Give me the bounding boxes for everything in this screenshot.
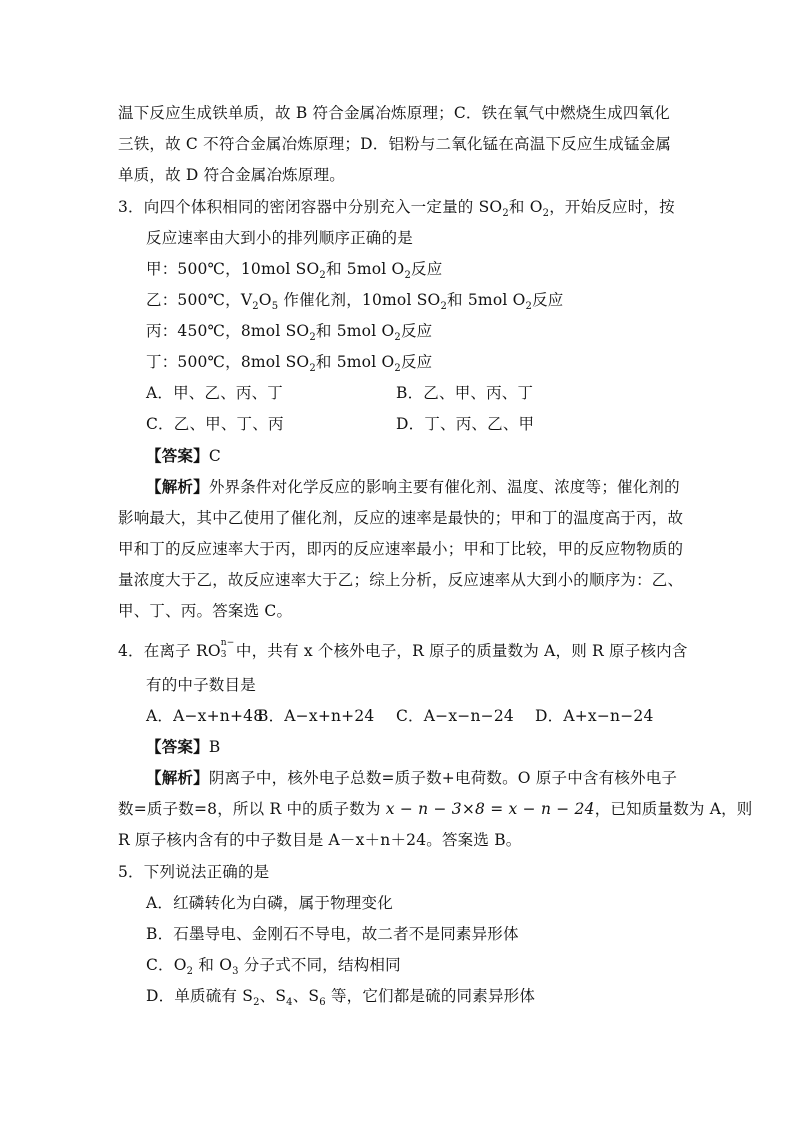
sub: 2 (309, 363, 316, 375)
sub: 4 (286, 997, 293, 1009)
q5-option-c[interactable] (146, 955, 401, 978)
q3-condition-jia (146, 259, 443, 282)
text: 丙：450℃，8mol SO (146, 322, 310, 340)
q3-analysis-line-5: 甲、丁、丙。答案选 C。 (118, 602, 293, 620)
q4-option-d[interactable]: D．A+x−n−24 (535, 707, 654, 725)
sub: 2 (525, 301, 533, 313)
sub: 2 (319, 270, 326, 282)
math-expression: x − n − 3×8 = x − n − 24 (385, 800, 595, 818)
q5-number: 5． (118, 863, 144, 881)
q3-analysis-line-4: 量浓度大于乙，故反应速率大于乙；综上分析，反应速率从大到小的顺序为：乙、 (118, 571, 684, 589)
text: 阴离子中，核外电子总数=质子数+电荷数。O 原子中含有核外电子 (208, 769, 678, 787)
answer-tag: 【答案】 (146, 738, 209, 756)
text: 分子式不同，结构相同 (238, 956, 401, 974)
text: 中，共有 x 个核外电子，R 原子的质量数为 A，则 R 原子核内含 (230, 642, 688, 660)
q3-number: 3． (118, 198, 144, 216)
q3-condition-ding (146, 352, 433, 375)
answer-value: C (208, 447, 221, 465)
text: 和 5mol O (315, 322, 395, 340)
q4-analysis-line-1 (146, 768, 677, 788)
text: 反应 (411, 260, 443, 278)
sub: 5 (271, 301, 279, 313)
text: 等，它们都是硫的同素异形体 (325, 987, 536, 1005)
q3-option-b[interactable]: B．乙、甲、丙、丁 (396, 384, 534, 402)
intro-line-1: 温下反应生成铁单质，故 B 符合金属冶炼原理；C．铁在氧气中燃烧生成四氧化 (118, 104, 671, 122)
text: 外界条件对化学反应的影响主要有催化剂、温度、浓度等；催化剂的 (208, 478, 680, 496)
text: 乙：500℃，V (146, 291, 253, 309)
text: D．单质硫有 S (146, 987, 254, 1005)
q3-stem-text-a: 向四个体积相同的密闭容器中分别充入一定量的 SO (143, 198, 503, 216)
text: 丁：500℃，8mol SO (146, 353, 310, 371)
answer-value: B (208, 738, 221, 756)
text: 作催化剂，10mol SO (278, 291, 441, 309)
q3-option-c[interactable]: C．乙、甲、丁、丙 (146, 415, 284, 433)
text: 和 O (193, 956, 233, 974)
q3-answer (146, 446, 221, 466)
q4-analysis-line-3: R 原子核内含有的中子数目是 A－x＋n＋24。答案选 B。 (118, 831, 522, 849)
text: 反应 (400, 322, 433, 340)
q4-stem-line-1 (118, 638, 688, 661)
sub: 2 (394, 332, 401, 344)
q4-option-c[interactable]: C．A−x−n−24 (396, 707, 514, 725)
q3-stem-line-2: 反应速率由大到小的排列顺序正确的是 (146, 229, 413, 247)
sub: 3 (232, 966, 239, 978)
sub: 2 (404, 270, 412, 282)
text: 、S (259, 987, 287, 1005)
q5-stem (118, 862, 269, 882)
text: C．O (146, 956, 187, 974)
sub: 2 (186, 966, 194, 978)
q3-condition-bing (146, 321, 433, 344)
q3-analysis-line-2: 影响最大，其中乙使用了催化剂，反应的速率是最快的；甲和丁的温度高于丙，故 (118, 509, 684, 527)
analysis-tag: 【解析】 (146, 769, 209, 787)
answer-tag: 【答案】 (146, 447, 209, 465)
text: 和 5mol O (325, 260, 405, 278)
q3-analysis-line-1 (146, 477, 680, 497)
q4-option-b[interactable]: B．A−x+n+24 (257, 707, 375, 725)
text: 和 5mol O (447, 291, 526, 309)
text: ，已知质量数为 A，则 (594, 800, 753, 818)
q4-stem-line-2: 有的中子数目是 (146, 676, 256, 694)
q4-number: 4． (118, 642, 144, 660)
q3-option-d[interactable]: D．丁、丙、乙、甲 (396, 415, 535, 433)
text: 和 5mol O (315, 353, 395, 371)
sub: 2 (309, 332, 316, 344)
sub: 2 (542, 208, 550, 220)
sub: 2 (440, 301, 448, 313)
ion-script: n− 3 (220, 638, 235, 660)
q5-option-d[interactable] (146, 986, 536, 1009)
q3-options-row-1 (146, 383, 283, 403)
q5-option-b[interactable]: B．石墨导电、金刚石不导电，故二者不是同素异形体 (146, 925, 519, 943)
text: 甲：500℃，10mol SO (146, 260, 320, 278)
text: O (258, 291, 272, 309)
q4-analysis-line-2 (118, 799, 753, 819)
sub: 2 (502, 208, 509, 220)
q4-answer (146, 737, 220, 757)
text: 反应 (532, 291, 564, 309)
text: 在离子 RO (143, 642, 221, 660)
q3-stem-text-c: ，开始反应时，按 (549, 198, 675, 216)
sub: 2 (253, 997, 260, 1009)
analysis-tag: 【解析】 (146, 478, 209, 496)
intro-line-3: 单质，故 D 符合金属冶炼原理。 (118, 166, 345, 184)
intro-line-2: 三铁，故 C 不符合金属冶炼原理；D．铝粉与二氧化锰在高温下反应生成锰金属 (118, 135, 672, 153)
text: 、S (292, 987, 320, 1005)
q4-option-a[interactable]: A．A−x+n+48 (146, 707, 264, 725)
sub: 6 (319, 997, 326, 1009)
text: 下列说法正确的是 (143, 863, 270, 881)
q3-analysis-line-3: 甲和丁的反应速率大于丙，即丙的反应速率最小；甲和丁比较，甲的反应物物质的 (118, 540, 684, 558)
sub: 2 (252, 301, 259, 313)
text: 数=质子数=8，所以 R 中的质子数为 (118, 800, 386, 818)
sub: 2 (394, 363, 401, 375)
q3-option-a[interactable]: A．甲、乙、丙、丁 (146, 384, 283, 402)
q5-option-a[interactable]: A．红磷转化为白磷，属于物理变化 (146, 894, 393, 912)
q3-stem-line-1 (118, 197, 675, 220)
text: 反应 (400, 353, 433, 371)
q3-condition-yi (146, 290, 564, 313)
q3-stem-text-b: 和 O (508, 198, 543, 216)
